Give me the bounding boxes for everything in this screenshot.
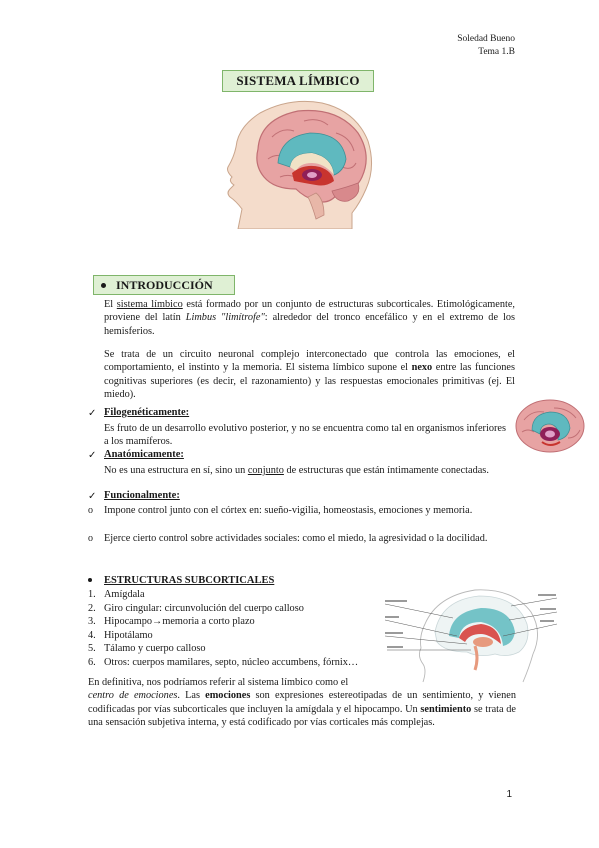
list-number: 5. bbox=[88, 643, 96, 655]
closing-paragraph bbox=[88, 676, 516, 730]
perspective-text-anatomicamente bbox=[104, 464, 516, 477]
list-item bbox=[88, 615, 358, 629]
funcional-subitem-2: Ejerce cierto control sobre actividades sociales: como el miedo, la agresividad o la docilidad. bbox=[104, 533, 488, 544]
check-mark: ✓ bbox=[88, 491, 97, 502]
intro-p1-text-b: está formado por un conjunto de estructuras subcorticales. Etimológicamente, proviene del latín bbox=[104, 299, 515, 324]
header-topic: Tema 1.B bbox=[478, 47, 515, 57]
page-number: 1 bbox=[506, 789, 512, 800]
list-item bbox=[88, 588, 358, 602]
list-number: 2. bbox=[88, 602, 96, 614]
closing-text-b: . Las bbox=[177, 690, 206, 702]
check-mark: ✓ bbox=[88, 450, 97, 461]
section-heading-introduccion bbox=[93, 275, 235, 295]
list-text: Otros: cuerpos mamilares, septo, núcleo accumbens, fórnix… bbox=[104, 656, 359, 668]
funcional-subitem-1: Impone control junto con el córtex en: sueño-vigilia, homeostasis, emociones y memoria. bbox=[104, 505, 473, 516]
closing-text-a: En definitiva, nos podríamos referir al sistema límbico como el bbox=[88, 677, 349, 688]
limbic-system-diagram bbox=[383, 578, 558, 683]
sub-bullet-mark: o bbox=[88, 505, 93, 516]
intro-paragraph-2 bbox=[104, 348, 515, 402]
list-text: Hipotálamo bbox=[104, 629, 153, 641]
anat-text-underlined: conjunto bbox=[247, 465, 284, 476]
list-text: Amígdala bbox=[104, 589, 145, 600]
sub-bullet-mark: o bbox=[88, 533, 93, 544]
intro-p1-text-a: El bbox=[104, 299, 117, 310]
closing-text-d: se trata de una sensación subjetiva interna, y está codificado por vías corticales más complejas. bbox=[88, 703, 516, 729]
list-item bbox=[88, 642, 358, 656]
anat-text-b: de estructuras que están íntimamente conectadas. bbox=[283, 465, 489, 476]
intro-p2-bold: nexo bbox=[411, 362, 433, 374]
page-header bbox=[457, 33, 515, 59]
closing-italic: centro de emociones bbox=[88, 690, 178, 702]
list-text: Hipocampo→memoria a corto plazo bbox=[104, 616, 255, 628]
page-title: SISTEMA LÍMBICO bbox=[222, 70, 374, 92]
estructuras-heading-label: ESTRUCTURAS SUBCORTICALES bbox=[104, 575, 275, 586]
anat-text-a: No es una estructura en sí, sino un bbox=[104, 465, 248, 476]
intro-p1-latin: Limbus "limítrofe" bbox=[185, 312, 265, 324]
section-heading-estructuras bbox=[88, 575, 274, 586]
perspective-heading-anatomicamente: Anatómicamente: bbox=[104, 449, 184, 460]
check-mark: ✓ bbox=[88, 408, 97, 419]
intro-p1-term: sistema límbico bbox=[116, 299, 183, 310]
list-number: 6. bbox=[88, 656, 96, 668]
structures-list bbox=[88, 588, 358, 670]
perspective-text-filogeneticamente: Es fruto de un desarrollo evolutivo posterior, y no se encuentra como tal en organismos inferiores a los mamíferos. bbox=[104, 423, 506, 448]
closing-bold-sentimiento: sentimiento bbox=[420, 703, 472, 715]
bullet-dot bbox=[101, 283, 106, 288]
list-item bbox=[88, 602, 358, 616]
perspective-heading-filogeneticamente: Filogenéticamente: bbox=[104, 407, 190, 418]
list-number: 4. bbox=[88, 629, 96, 641]
list-text: Tálamo y cuerpo calloso bbox=[104, 643, 206, 655]
perspective-heading-funcionalmente: Funcionalmente: bbox=[104, 490, 180, 501]
list-item bbox=[88, 656, 358, 670]
brain-head-illustration bbox=[220, 97, 378, 229]
list-item bbox=[88, 629, 358, 643]
closing-bold-emociones: emociones bbox=[205, 690, 251, 702]
header-author: Soledad Bueno bbox=[457, 34, 515, 44]
list-text: Giro cingular: circunvolución del cuerpo calloso bbox=[104, 602, 304, 614]
intro-p2-text-b: entre las funciones cognitivas superiores (es decir, el razonamiento) y las respuestas emocionales primitivas (ej. El miedo). bbox=[104, 362, 515, 401]
bullet-dot bbox=[88, 578, 92, 582]
intro-p1-text-c: : alrededor del tronco encefálico y en el extremo de los hemisferios. bbox=[104, 312, 515, 337]
intro-heading-label: INTRODUCCIÓN bbox=[116, 278, 213, 292]
list-number: 1. bbox=[88, 589, 96, 600]
brain-small-illustration bbox=[514, 398, 586, 456]
intro-paragraph-1 bbox=[104, 298, 515, 338]
closing-text-c: son expresiones estereotipadas de un sentimiento, y vienen codificadas por vías subcorticales que incluyen la amígdala y el hipocampo. Un bbox=[88, 690, 516, 715]
intro-p2-text-a: Se trata de un circuito neuronal complejo interconectado que controla las emociones, el comportamiento, el instinto y la memoria. El sistema límbico supone el bbox=[104, 349, 515, 374]
list-number: 3. bbox=[88, 616, 96, 628]
